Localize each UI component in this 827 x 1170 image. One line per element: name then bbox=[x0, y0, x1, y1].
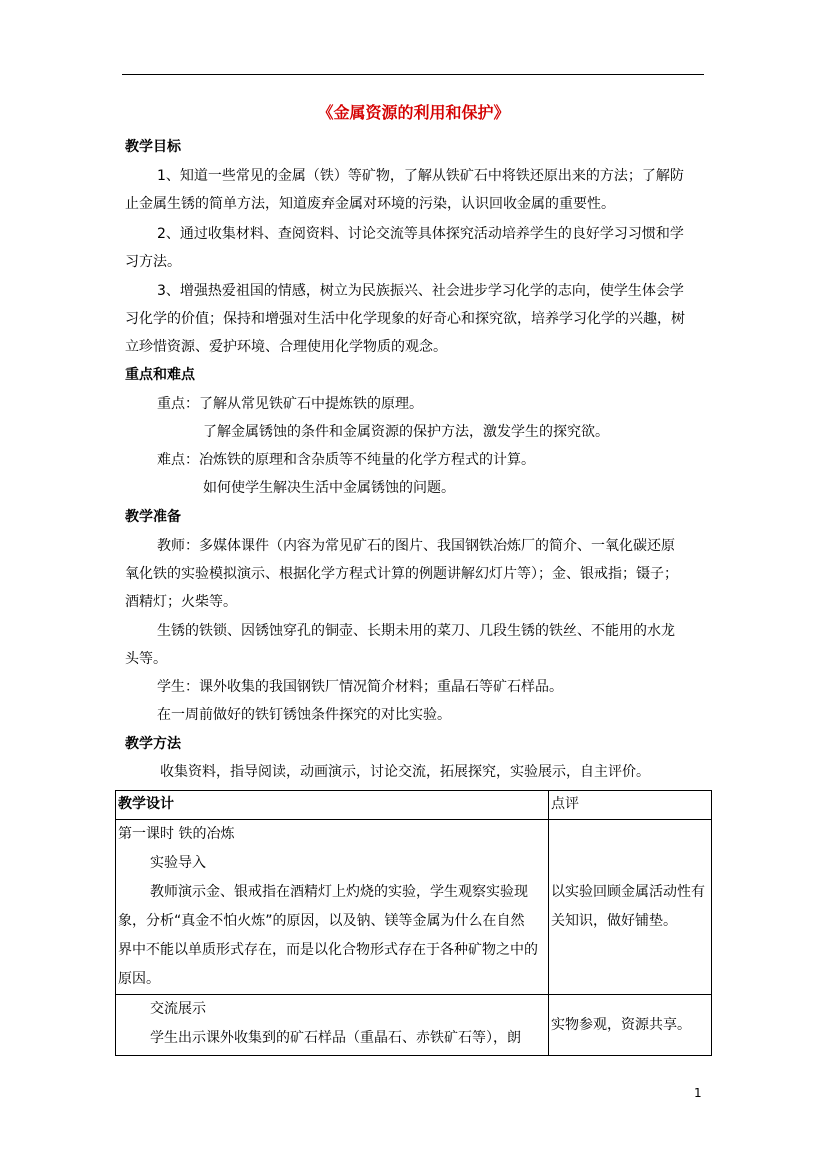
goal-line: 2、通过收集材料、查阅资料、讨论交流等具体探究活动培养学生的良好学习习惯和学 bbox=[157, 226, 684, 242]
table-row bbox=[116, 820, 712, 995]
activity-text: 界中不能以单质形式存在，而是以化合物形式存在于各种矿物之中的 bbox=[118, 942, 538, 958]
col-header-comment: 点评 bbox=[551, 796, 579, 812]
goal-line: 1、知道一些常见的金属（铁）等矿物，了解从铁矿石中将铁还原出来的方法；了解防 bbox=[157, 168, 684, 184]
difficulty-line: 难点：冶炼铁的原理和含杂质等不纯量的化学方程式的计算。 bbox=[157, 452, 535, 468]
key-point-line: 了解金属锈蚀的条件和金属资源的保护方法，激发学生的探究欲。 bbox=[203, 424, 609, 440]
key-point-line: 重点：了解从常见铁矿石中提炼铁的原理。 bbox=[157, 396, 423, 412]
goal-line: 习方法。 bbox=[125, 254, 181, 270]
prep-line: 生锈的铁锁、因锈蚀穿孔的铜壶、长期未用的菜刀、几段生锈的铁丝、不能用的水龙 bbox=[157, 623, 675, 639]
comment-text: 实物参观，资源共享。 bbox=[551, 1016, 691, 1033]
activity-title: 实验导入 bbox=[150, 855, 206, 871]
heading-key-points: 重点和难点 bbox=[125, 367, 195, 383]
lesson-design-table bbox=[115, 790, 712, 1056]
page-number: 1 bbox=[694, 1086, 702, 1100]
table-row bbox=[116, 995, 712, 1056]
prep-line: 在一周前做好的铁钉锈蚀条件探究的对比实验。 bbox=[157, 707, 451, 723]
col-header-design: 教学设计 bbox=[118, 796, 174, 812]
heading-method: 教学方法 bbox=[125, 736, 181, 752]
heading-goals: 教学目标 bbox=[125, 139, 181, 155]
header-rule bbox=[122, 74, 704, 75]
comment-text: 关知识，做好铺垫。 bbox=[551, 913, 677, 929]
prep-line: 酒精灯；火柴等。 bbox=[125, 594, 237, 610]
activity-text: 原因。 bbox=[118, 971, 160, 987]
table-header-row bbox=[116, 791, 712, 820]
heading-preparation: 教学准备 bbox=[125, 509, 181, 525]
method-line: 收集资料，指导阅读，动画演示，讨论交流，拓展探究，实验展示，自主评价。 bbox=[160, 764, 650, 780]
prep-line: 氧化铁的实验模拟演示、根据化学方程式计算的例题讲解幻灯片等）；金、银戒指；镊子； bbox=[125, 566, 678, 582]
document-title: 《金属资源的利用和保护》 bbox=[317, 103, 510, 122]
goal-line: 习化学的价值；保持和增强对生活中化学现象的好奇心和探究欲，培养学习化学的兴趣，树 bbox=[125, 311, 685, 327]
activity-title: 交流展示 bbox=[150, 1001, 206, 1017]
activity-text: 学生出示课外收集到的矿石样品（重晶石、赤铁矿石等），朗 bbox=[150, 1030, 521, 1046]
goal-line: 3、增强热爱祖国的情感，树立为民族振兴、社会进步学习化学的志向，使学生体会学 bbox=[157, 283, 684, 299]
activity-text: 教师演示金、银戒指在酒精灯上灼烧的实验，学生观察实验现 bbox=[150, 884, 528, 900]
goal-line: 止金属生锈的简单方法，知道废弃金属对环境的污染，认识回收金属的重要性。 bbox=[125, 196, 615, 212]
lesson-period-title: 第一课时 铁的冶炼 bbox=[118, 826, 235, 842]
comment-text: 以实验回顾金属活动性有 bbox=[551, 884, 705, 900]
prep-line: 学生：课外收集的我国钢铁厂情况简介材料；重晶石等矿石样品。 bbox=[157, 679, 563, 695]
prep-line: 教师：多媒体课件（内容为常见矿石的图片、我国钢铁冶炼厂的简介、一氧化碳还原 bbox=[157, 538, 675, 554]
goal-line: 立珍惜资源、爱护环境、合理使用化学物质的观念。 bbox=[125, 339, 447, 355]
difficulty-line: 如何使学生解决生活中金属锈蚀的问题。 bbox=[203, 480, 455, 496]
prep-line: 头等。 bbox=[125, 651, 167, 667]
activity-text: 象，分析“真金不怕火炼”的原因，以及钠、镁等金属为什么在自然 bbox=[118, 913, 525, 929]
